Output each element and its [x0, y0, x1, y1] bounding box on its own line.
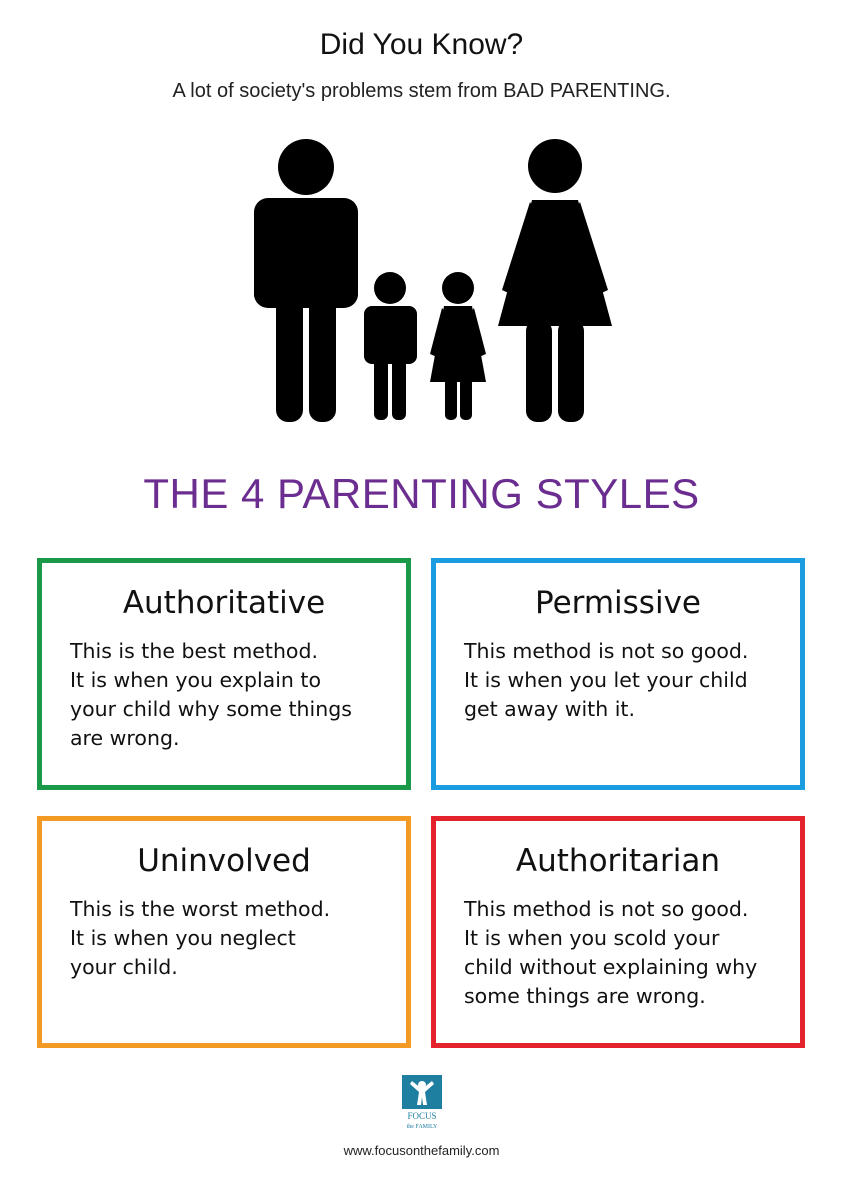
card-line: It is when you neglect — [70, 926, 296, 950]
section-title: THE 4 PARENTING STYLES — [143, 470, 700, 517]
card-body — [464, 637, 800, 724]
card-line: This is the best method. — [70, 639, 319, 663]
father-figure-icon — [254, 139, 358, 422]
card-authoritarian — [431, 816, 805, 1048]
card-line: get away with it. — [464, 697, 635, 721]
boy-figure-icon — [364, 272, 417, 420]
card-title: Authoritative — [122, 585, 326, 621]
svg-text:the FAMILY: the FAMILY — [406, 1124, 438, 1130]
card-title: Authoritarian — [515, 843, 721, 879]
card-line: some things are wrong. — [464, 984, 706, 1008]
card-body — [70, 895, 406, 982]
card-line: This method is not so good. — [464, 897, 749, 921]
card-body — [70, 637, 406, 753]
card-body — [464, 895, 800, 1011]
website-url[interactable]: www.focusonthefamily.com — [343, 1143, 500, 1158]
card-line: It is when you let your child — [464, 668, 748, 692]
headline: Did You Know? — [319, 28, 524, 61]
card-permissive — [431, 558, 805, 790]
card-line: are wrong. — [70, 726, 180, 750]
card-line: child without explaining why — [464, 955, 758, 979]
card-line: It is when you scold your — [464, 926, 720, 950]
svg-text:FOCUS: FOCUS — [407, 1111, 437, 1121]
girl-figure-icon — [430, 272, 486, 420]
card-authoritative — [37, 558, 411, 790]
family-silhouette-icon — [240, 130, 630, 430]
card-line: your child. — [70, 955, 178, 979]
card-line: This method is not so good. — [464, 639, 749, 663]
card-line: It is when you explain to — [70, 668, 321, 692]
card-line: your child why some things — [70, 697, 352, 721]
subline: A lot of society's problems stem from BAD PARENTING. — [172, 80, 671, 102]
focus-on-the-family-logo — [398, 1075, 446, 1135]
card-title: Uninvolved — [137, 843, 311, 879]
card-title: Permissive — [534, 585, 701, 621]
mother-figure-icon — [498, 139, 612, 422]
card-uninvolved — [37, 816, 411, 1048]
card-line: This is the worst method. — [70, 897, 331, 921]
